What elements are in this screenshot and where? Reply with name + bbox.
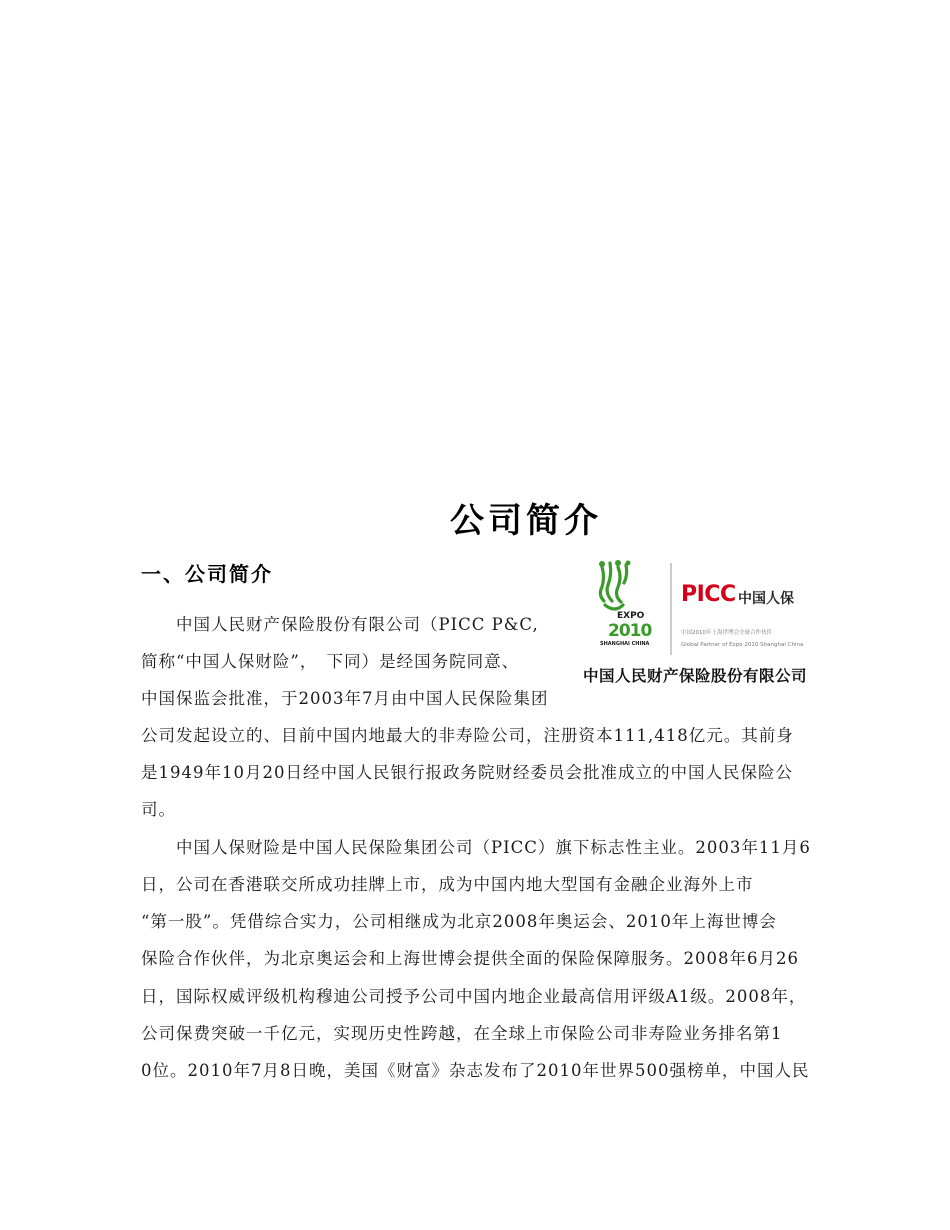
expo-year-text: 2010 xyxy=(608,621,652,641)
body-line: 保险合作伙伴，为北京奥运会和上海世博会提供全面的保险保障服务。2008年6月26 xyxy=(141,949,799,968)
body-line: 中国保监会批准，于2003年7月由中国人民保险集团 xyxy=(141,689,549,708)
body-line: 公司保费突破一千亿元，实现历史性跨越，在全球上市保险公司非寿险业务排名第1 xyxy=(141,1024,783,1043)
page-title: 公司简介 xyxy=(450,501,602,541)
body-line: 中国人保财险是中国人民保险集团公司（PICC）旗下标志性主业。2003年11月6 xyxy=(141,838,811,857)
body-line: 0位。2010年7月8日晚，美国《财富》杂志发布了2010年世界500强榜单，中国人民 xyxy=(141,1061,810,1080)
body-line: 简称“中国人保财险”， 下同）是经国务院同意、 xyxy=(141,652,520,671)
section-heading: 一、公司简介 xyxy=(141,562,273,586)
body-line: 公司发起设立的、目前中国内地最大的非寿险公司，注册资本111,418亿元。其前身 xyxy=(141,726,794,745)
body-line: 中国人民财产保险股份有限公司（PICC P&C, xyxy=(141,615,539,634)
picc-brand-text: PICC xyxy=(681,582,736,607)
picc-sub-en: Global Partner of Expo 2010 Shanghai China xyxy=(681,642,804,648)
expo-place-text: SHANGHAI CHINA xyxy=(600,641,650,647)
picc-sub-cn: 中国2010年上海世博会全球合作伙伴 xyxy=(681,630,772,636)
logo-caption: 中国人民财产保险股份有限公司 xyxy=(582,667,807,685)
picc-brand-cn: 中国人保 xyxy=(738,591,794,607)
body-line: 日，公司在香港联交所成功挂牌上市，成为中国内地大型国有金融企业海外上市 xyxy=(141,875,754,894)
body-line: “第一股”。凭借综合实力，公司相继成为北京2008年奥运会、2010年上海世博会 xyxy=(141,912,777,931)
body-line: 日，国际权威评级机构穆迪公司授予公司中国内地企业最高信用评级A1级。2008年， xyxy=(141,987,807,1006)
body-line: 是1949年10月20日经中国人民银行报政务院财经委员会批准成立的中国人民保险公 xyxy=(141,763,793,782)
body-line: 司。 xyxy=(141,800,176,819)
expo-mark-text: EXPO xyxy=(617,611,645,621)
